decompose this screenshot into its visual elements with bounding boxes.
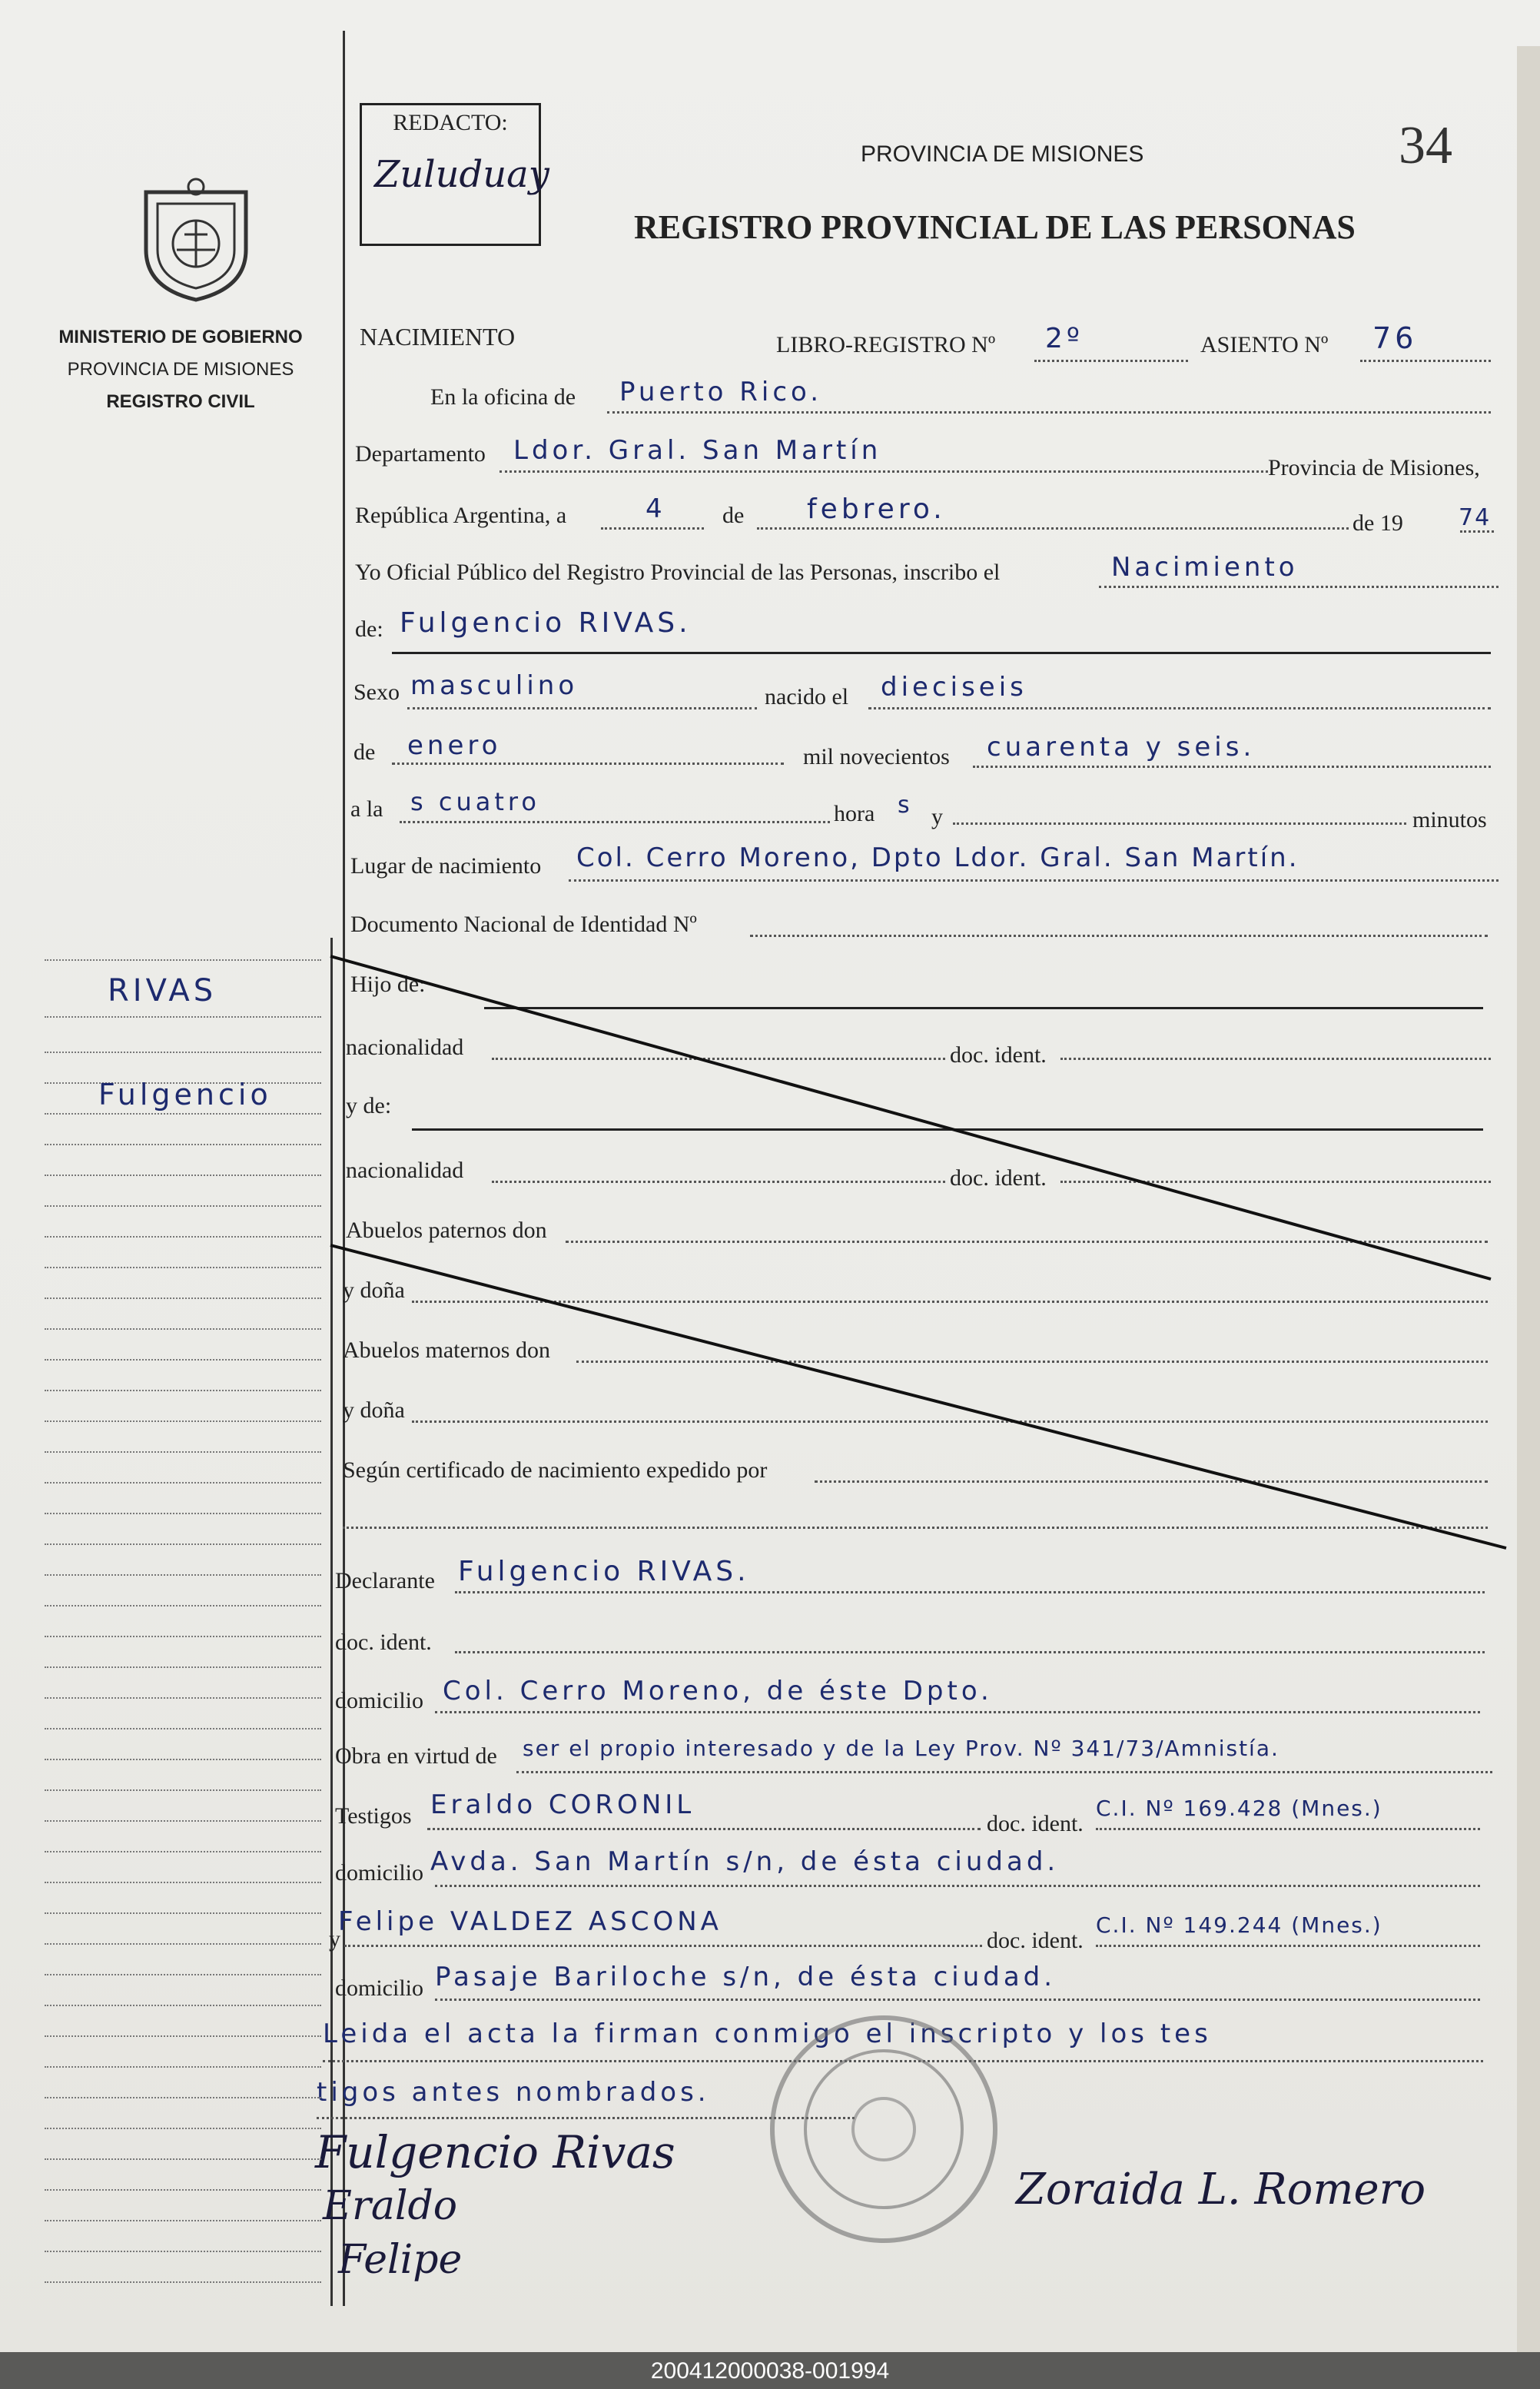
label-nacionalidad-2: nacionalidad (346, 1158, 464, 1183)
page-number: 34 (1399, 116, 1452, 175)
value-testigo-1-domicilio: Avda. San Martín s/n, de ésta ciudad. (430, 1846, 1060, 1877)
label-lugar: Lugar de nacimiento (350, 853, 542, 879)
redacto-signature: Zuluduay (374, 153, 549, 196)
value-mes: febrero. (807, 493, 946, 525)
label-y-testigo: y (329, 1926, 340, 1952)
label-y-de: y de: (346, 1093, 392, 1118)
ministry-province: PROVINCIA DE MISIONES (67, 359, 294, 380)
value-dia-nac: dieciseis (881, 672, 1027, 703)
label-sexo: Sexo (353, 679, 400, 705)
margin-surname: RIVAS (108, 973, 217, 1008)
document-title: REGISTRO PROVINCIAL DE LAS PERSONAS (634, 208, 1356, 246)
value-inscripcion: Nacimiento (1111, 552, 1299, 583)
label-de-1: de (722, 503, 745, 528)
label-domicilio-2: domicilio (335, 1860, 423, 1886)
value-anio: 74 (1459, 504, 1492, 531)
value-lugar: Col. Cerro Moreno, Dpto Ldor. Gral. San Martín. (576, 842, 1299, 873)
label-provincia: Provincia de Misiones, (1268, 455, 1480, 480)
margin-given-name: Fulgencio (98, 1078, 272, 1111)
value-oficina: Puerto Rico. (619, 377, 823, 407)
image-id-caption: 200412000038-001994 (0, 2354, 1540, 2389)
value-hora: s cuatro (410, 787, 540, 816)
label-libro: LIBRO-REGISTRO Nº (776, 332, 996, 357)
label-doc-ident-1: doc. ident. (950, 1042, 1047, 1068)
label-hijo-de: Hijo de: (350, 972, 426, 997)
value-sexo: masculino (410, 670, 579, 701)
label-abuelos-paternos: Abuelos paternos don (346, 1218, 547, 1243)
official-stamp-icon (761, 2006, 1007, 2260)
redacto-label: REDACTO: (393, 110, 508, 135)
label-de-19: de 19 (1352, 510, 1403, 536)
value-cierre-1: Leida el acta la firman conmigo el inscripto y los tes (323, 2019, 1212, 2049)
label-asiento: ASIENTO Nº (1200, 332, 1329, 357)
label-nacionalidad-1: nacionalidad (346, 1035, 464, 1060)
value-domicilio-declarante: Col. Cerro Moreno, de éste Dpto. (443, 1676, 993, 1706)
signature-inscripto: Fulgencio Rivas (315, 2126, 675, 2178)
strike-line-2 (330, 1245, 1506, 1548)
label-doc-ident-2: doc. ident. (950, 1165, 1047, 1191)
value-testigo-1: Eraldo CORONIL (430, 1789, 695, 1820)
value-nombre: Fulgencio RIVAS. (400, 607, 692, 639)
value-obra: ser el propio interesado y de la Ley Prov. Nº 341/73/Amnistía. (523, 1736, 1279, 1761)
label-nacido: nacido el (765, 684, 849, 709)
value-libro: 2º (1045, 323, 1084, 354)
label-obra: Obra en virtud de (335, 1743, 497, 1769)
province-heading: PROVINCIA DE MISIONES (861, 141, 1144, 167)
signature-testigo-1: Eraldo (323, 2183, 458, 2229)
signature-testigo-2: Felipe (338, 2237, 463, 2283)
signature-oficial: Zoraida L. Romero (1016, 2165, 1426, 2215)
label-abuelos-maternos: Abuelos maternos don (343, 1337, 550, 1363)
label-hora: hora (834, 801, 875, 826)
label-testigos: Testigos (335, 1803, 412, 1829)
value-departamento: Ldor. Gral. San Martín (513, 435, 882, 466)
ministry-registry: REGISTRO CIVIL (106, 391, 255, 412)
ministry-title: MINISTERIO DE GOBIERNO (58, 327, 303, 347)
label-a-la: a la (350, 796, 383, 822)
label-mil: mil novecientos (803, 744, 950, 769)
label-domicilio-1: domicilio (335, 1688, 423, 1713)
value-testigo-2-doc: C.I. Nº 149.244 (Mnes.) (1096, 1912, 1382, 1938)
label-y-dona-2: y doña (343, 1397, 405, 1423)
label-doc-ident-4: doc. ident. (987, 1811, 1084, 1836)
label-y-dona-1: y doña (343, 1278, 405, 1303)
value-testigo-2: Felipe VALDEZ ASCONA (338, 1906, 722, 1937)
value-testigo-1-doc: C.I. Nº 169.428 (Mnes.) (1096, 1796, 1382, 1821)
value-dia: 4 (646, 493, 666, 524)
value-cierre-2: tigos antes nombrados. (317, 2077, 710, 2108)
value-mes-nac: enero (407, 730, 502, 761)
value-asiento: 76 (1372, 321, 1418, 355)
label-doc-ident-3: doc. ident. (335, 1630, 432, 1655)
value-testigo-2-domicilio: Pasaje Bariloche s/n, de ésta ciudad. (435, 1962, 1057, 1992)
label-departamento: Departamento (355, 441, 486, 467)
strike-line-1 (330, 956, 1491, 1279)
value-anio-nac: cuarenta y seis. (987, 732, 1256, 763)
label-de-2: de (353, 739, 376, 765)
label-doc-ident-5: doc. ident. (987, 1928, 1084, 1953)
label-declarante: Declarante (335, 1568, 435, 1593)
label-y: y (931, 804, 943, 829)
label-nacimiento: NACIMIENTO (360, 323, 516, 351)
label-oficina: En la oficina de (430, 384, 576, 410)
label-republica: República Argentina, a (355, 503, 567, 528)
label-documento: Documento Nacional de Identidad Nº (350, 912, 697, 937)
label-yo-oficial: Yo Oficial Público del Registro Provincial de las Personas, inscribo el (355, 560, 1001, 585)
value-hora-suffix: s (898, 792, 914, 819)
label-de-nombre: de: (355, 616, 383, 642)
label-domicilio-3: domicilio (335, 1975, 423, 2001)
value-declarante: Fulgencio RIVAS. (458, 1556, 750, 1587)
label-segun: Según certificado de nacimiento expedido por (343, 1457, 768, 1483)
label-minutos: minutos (1412, 807, 1487, 832)
